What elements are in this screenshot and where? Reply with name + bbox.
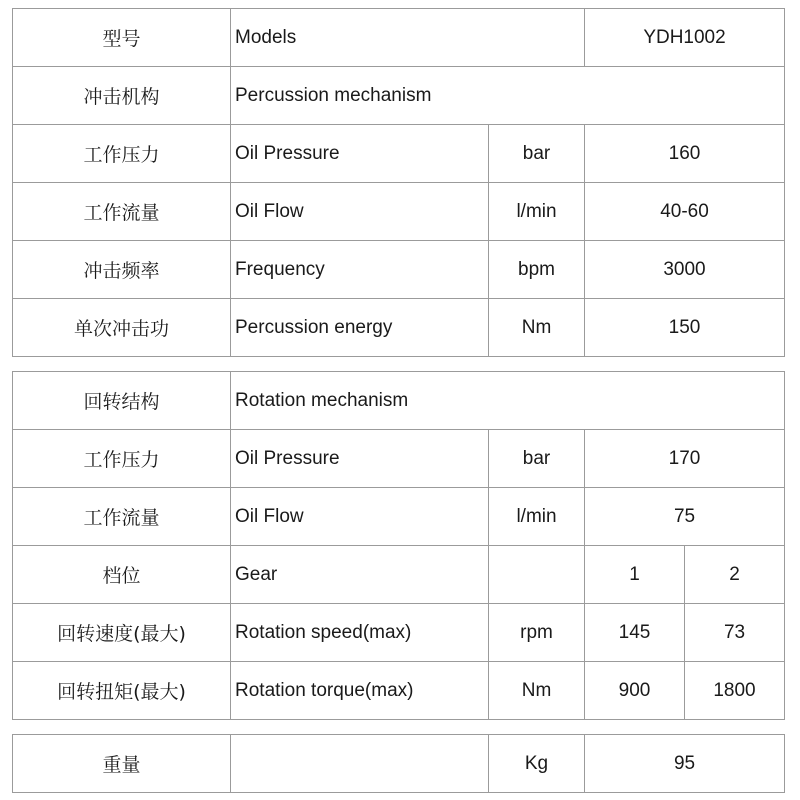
row-label-cn: 工作流量	[13, 183, 231, 241]
row-label-en: Oil Flow	[231, 183, 489, 241]
section-label-cn: 冲击机构	[13, 67, 231, 125]
row-unit: l/min	[489, 488, 585, 546]
row-label-cn: 档位	[13, 546, 231, 604]
row-spacer	[13, 357, 785, 372]
table-row	[13, 125, 785, 183]
row-value: 95	[585, 735, 785, 793]
row-label-cn: 型号	[13, 9, 231, 67]
row-label-en: Rotation speed(max)	[231, 604, 489, 662]
row-value: 160	[585, 125, 785, 183]
row-label-en: Frequency	[231, 241, 489, 299]
row-unit: Kg	[489, 735, 585, 793]
specification-table	[12, 8, 785, 793]
section-label-en: Percussion mechanism	[231, 67, 785, 125]
row-label-cn: 冲击频率	[13, 241, 231, 299]
table-body	[13, 9, 785, 793]
row-value-1: 1	[585, 546, 685, 604]
row-label-cn: 回转扭矩(最大)	[13, 662, 231, 720]
table-row	[13, 67, 785, 125]
row-label-en: Models	[231, 9, 585, 67]
row-value-1: 900	[585, 662, 685, 720]
row-value: 40-60	[585, 183, 785, 241]
row-label-cn: 回转速度(最大)	[13, 604, 231, 662]
row-value: 150	[585, 299, 785, 357]
row-label-cn: 工作流量	[13, 488, 231, 546]
row-label-en: Percussion energy	[231, 299, 489, 357]
row-unit	[489, 546, 585, 604]
row-value-2: 73	[685, 604, 785, 662]
table-row	[13, 299, 785, 357]
row-label-cn: 工作压力	[13, 430, 231, 488]
table-row	[13, 241, 785, 299]
row-label-en: Rotation torque(max)	[231, 662, 489, 720]
table-row	[13, 430, 785, 488]
row-value: 3000	[585, 241, 785, 299]
row-label-en	[231, 735, 489, 793]
row-value-2: 1800	[685, 662, 785, 720]
spacer-cell	[13, 720, 785, 735]
row-unit: l/min	[489, 183, 585, 241]
row-unit: Nm	[489, 299, 585, 357]
table-row	[13, 546, 785, 604]
row-spacer	[13, 720, 785, 735]
spacer-cell	[13, 357, 785, 372]
section-label-en: Rotation mechanism	[231, 372, 785, 430]
table-row	[13, 183, 785, 241]
table-row	[13, 488, 785, 546]
table-row	[13, 735, 785, 793]
row-label-en: Gear	[231, 546, 489, 604]
row-label-en: Oil Flow	[231, 488, 489, 546]
row-label-en: Oil Pressure	[231, 125, 489, 183]
row-value: 75	[585, 488, 785, 546]
row-label-cn: 单次冲击功	[13, 299, 231, 357]
row-value-2: 2	[685, 546, 785, 604]
row-value: YDH1002	[585, 9, 785, 67]
row-unit: Nm	[489, 662, 585, 720]
row-value-1: 145	[585, 604, 685, 662]
row-unit: bar	[489, 430, 585, 488]
table-row	[13, 662, 785, 720]
row-label-en: Oil Pressure	[231, 430, 489, 488]
table-row	[13, 604, 785, 662]
row-label-cn: 重量	[13, 735, 231, 793]
row-label-cn: 工作压力	[13, 125, 231, 183]
row-value: 170	[585, 430, 785, 488]
table-row	[13, 372, 785, 430]
table-row	[13, 9, 785, 67]
row-unit: bar	[489, 125, 585, 183]
section-label-cn: 回转结构	[13, 372, 231, 430]
row-unit: bpm	[489, 241, 585, 299]
row-unit: rpm	[489, 604, 585, 662]
